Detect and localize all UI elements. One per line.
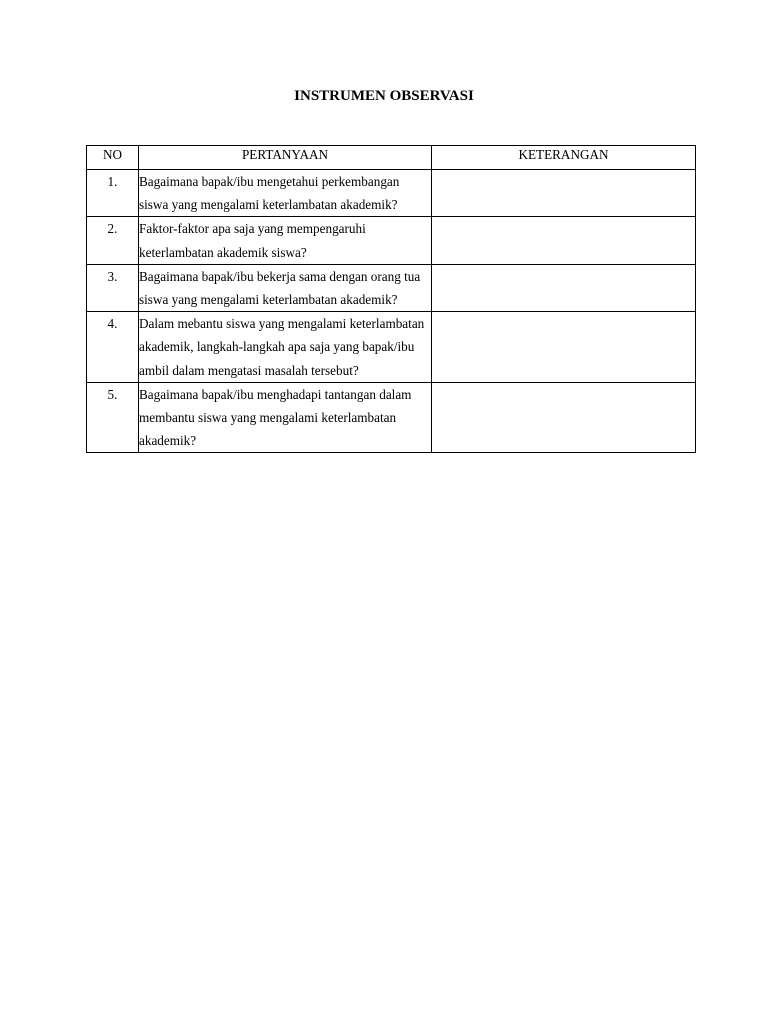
table-row [87,217,696,264]
row-note [432,264,696,311]
row-note [432,170,696,217]
table-row [87,170,696,217]
row-question: Dalam mebantu siswa yang mengalami keterlambatan akademik, langkah-langkah apa saja yang bapak/ibu ambil dalam mengatasi masalah tersebut? [139,312,432,383]
row-question: Bagaimana bapak/ibu menghadapi tantangan dalam membantu siswa yang mengalami keterlambatan akademik? [139,382,432,453]
row-number: 2. [87,217,139,264]
header-question: PERTANYAAN [139,146,432,170]
header-note: KETERANGAN [432,146,696,170]
row-question: Bagaimana bapak/ibu mengetahui perkembangan siswa yang mengalami keterlambatan akademik? [139,170,432,217]
row-question: Bagaimana bapak/ibu bekerja sama dengan orang tua siswa yang mengalami keterlambatan akademik? [139,264,432,311]
page-title: INSTRUMEN OBSERVASI [294,88,474,104]
row-note [432,217,696,264]
row-number: 4. [87,312,139,383]
row-question: Faktor-faktor apa saja yang mempengaruhi keterlambatan akademik siswa? [139,217,432,264]
table-row [87,312,696,383]
table-row [87,264,696,311]
row-number: 3. [87,264,139,311]
row-note [432,382,696,453]
observation-table [86,145,696,453]
row-note [432,312,696,383]
table-header-row [87,146,696,170]
table-row [87,382,696,453]
row-number: 5. [87,382,139,453]
row-number: 1. [87,170,139,217]
header-no: NO [87,146,139,170]
